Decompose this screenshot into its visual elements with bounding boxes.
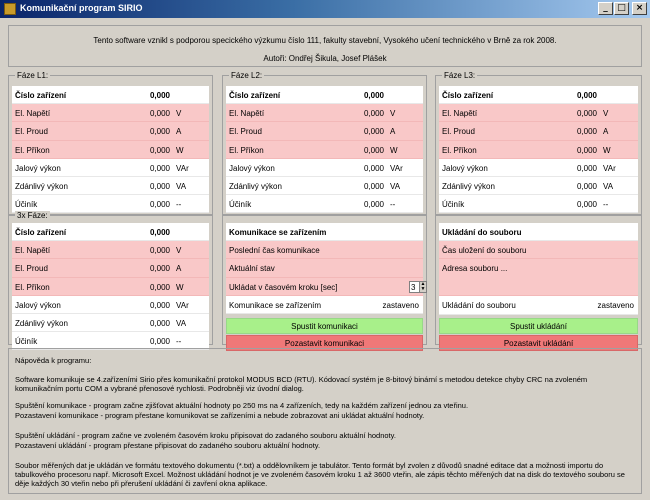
row-value: 0,000	[576, 109, 597, 119]
reactive-power-row	[226, 159, 423, 177]
authors-text: Autoři: Ondřej Šikula, Josef Plášek	[263, 54, 387, 63]
row-label: El. Napětí	[442, 109, 478, 119]
phase-l3-legend: Fáze L3:	[444, 71, 476, 80]
row-label: Zdánlivý výkon	[15, 318, 68, 328]
row-value: 0,000	[363, 127, 384, 137]
row-unit: V	[176, 109, 182, 119]
row-value: 0,000	[576, 127, 597, 137]
row-value: 0,000	[149, 163, 170, 173]
row-unit: W	[390, 145, 398, 155]
voltage-row	[226, 104, 423, 122]
save-time-label: Čas uložení do souboru	[442, 246, 527, 256]
comm-status-label: Komunikace se zařízením	[229, 300, 322, 310]
apparent-power-row	[12, 314, 209, 332]
row-value: 0,000	[149, 228, 170, 237]
row-label: El. Příkon	[15, 145, 50, 155]
current-row	[12, 122, 209, 140]
row-value: 0,000	[576, 181, 597, 191]
row-label: Číslo zařízení	[15, 228, 67, 237]
row-label: El. Příkon	[442, 145, 477, 155]
voltage-row	[439, 104, 638, 122]
row-value: 0,000	[149, 181, 170, 191]
client-area	[3, 20, 647, 497]
stop-communication-button[interactable]: Pozastavit komunikaci	[226, 335, 423, 351]
row-label: El. Proud	[442, 127, 475, 137]
row-label: Číslo zařízení	[442, 91, 494, 100]
help-paragraph: Spuštění ukládání - program začne ve zvoleném časovém kroku připisovat do zadaného souboru aktuální hodnoty.	[15, 431, 396, 440]
row-unit: VA	[176, 318, 187, 328]
row-value: 0,000	[363, 200, 384, 210]
row-label: El. Příkon	[229, 145, 264, 155]
row-unit: VAr	[176, 163, 189, 173]
save-step-stepper[interactable]	[409, 281, 427, 293]
row-value: 0,000	[363, 163, 384, 173]
row-label: El. Proud	[15, 127, 48, 137]
row-unit: --	[176, 200, 182, 210]
help-paragraph: Pozastavení ukládání - program přestane připisovat do zadaného souboru aktuální hodnoty.	[15, 441, 321, 450]
help-paragraph: Software komunikuje se 4.zařízeními Sirio přes komunikační protokol MODUS BCD (RTU). Kódovací systém je 8-bitový binární s metodou detekce chyby CRC na zvoleném komunikačním portu COM a vybrané přenosové rychlosti. Podrobněji viz úvodní dialog.	[15, 375, 588, 393]
save-file-panel	[435, 215, 642, 348]
power-row	[226, 141, 423, 159]
power-row	[12, 141, 209, 159]
row-value: 0,000	[149, 200, 170, 210]
row-unit: V	[176, 246, 182, 256]
row-unit: --	[176, 337, 182, 347]
row-unit: A	[603, 127, 609, 137]
row-label: Účiník	[229, 200, 252, 210]
device-number-row	[12, 86, 209, 104]
row-label: Zdánlivý výkon	[442, 181, 495, 191]
row-value: 0,000	[149, 127, 170, 137]
last-comm-time-row	[226, 241, 423, 259]
row-unit: A	[176, 127, 182, 137]
row-unit: W	[603, 145, 611, 155]
device-number-row	[439, 86, 638, 104]
row-value: 0,000	[149, 145, 170, 155]
start-saving-button[interactable]: Spustit ukládání	[439, 318, 638, 334]
row-value: 0,000	[576, 91, 597, 100]
reactive-power-row	[12, 159, 209, 177]
row-value: 0,000	[149, 109, 170, 119]
intro-panel	[8, 25, 642, 67]
window-title: Komunikační program SIRIO	[20, 3, 143, 13]
save-step-value: 3	[411, 282, 416, 292]
row-value: 0,000	[149, 91, 170, 100]
row-label: Zdánlivý výkon	[229, 181, 282, 191]
current-state-row	[226, 259, 423, 277]
row-unit: W	[176, 282, 184, 292]
save-step-row	[226, 278, 426, 296]
reactive-power-row	[12, 296, 209, 314]
row-label: Účiník	[442, 200, 465, 210]
title-bar[interactable]	[0, 0, 650, 18]
row-value: 0,000	[149, 282, 170, 292]
row-unit: VAr	[390, 163, 403, 173]
reactive-power-row	[439, 159, 638, 177]
comm-status-value: zastaveno	[382, 300, 419, 310]
row-unit: A	[390, 127, 396, 137]
save-file-header	[439, 223, 638, 241]
minimize-button[interactable]: _	[598, 2, 613, 15]
row-label: El. Napětí	[15, 246, 51, 256]
power-row	[439, 141, 638, 159]
save-file-title: Ukládání do souboru	[442, 228, 522, 237]
stop-saving-button[interactable]: Pozastavit ukládání	[439, 335, 638, 351]
row-label: Jalový výkon	[442, 163, 488, 173]
row-label: El. Proud	[15, 264, 48, 274]
apparent-power-row	[226, 177, 423, 195]
current-state-label: Aktuální stav	[229, 264, 275, 274]
row-label: El. Napětí	[15, 109, 51, 119]
help-paragraph: Spuštění komunikace - program začne zjišťovat aktuální hodnoty po 250 ms na 4 zařízeních, tedy na každém zařízení jednou za vteřinu.	[15, 401, 469, 410]
power-factor-row	[439, 195, 638, 213]
communication-header	[226, 223, 423, 241]
device-number-row	[226, 86, 423, 104]
power-row	[12, 278, 209, 296]
row-value: 0,000	[576, 200, 597, 210]
save-status-value: zastaveno	[597, 301, 634, 311]
apparent-power-row	[12, 177, 209, 195]
save-step-label: Ukládat v časovém kroku [sec]	[229, 282, 338, 292]
row-label: Zdánlivý výkon	[15, 181, 68, 191]
help-paragraph: Pozastavení komunikace - program přestane komunikovat se zařízeními a nebude zobrazovat ani ukládat aktuální hodnoty.	[15, 411, 425, 420]
row-unit: V	[603, 109, 609, 119]
row-value: 0,000	[363, 181, 384, 191]
voltage-row	[12, 104, 209, 122]
save-status-row	[439, 296, 638, 314]
current-row	[226, 122, 423, 140]
row-label: Číslo zařízení	[15, 91, 67, 100]
phase-l2-panel	[222, 71, 427, 215]
row-unit: A	[176, 264, 182, 274]
row-unit: VAr	[176, 300, 189, 310]
row-unit: VA	[603, 181, 614, 191]
row-label: El. Proud	[229, 127, 262, 137]
row-value: 0,000	[363, 145, 384, 155]
last-comm-time-label: Poslední čas komunikace	[229, 246, 320, 256]
three-phase-panel	[8, 211, 213, 347]
power-factor-row	[226, 195, 423, 213]
row-label: Jalový výkon	[15, 300, 61, 310]
row-unit: VA	[176, 181, 187, 191]
row-label: Účiník	[15, 337, 38, 347]
row-value: 0,000	[149, 300, 170, 310]
row-label: Jalový výkon	[229, 163, 275, 173]
help-paragraph: Soubor měřených dat je ukládán ve formátu textového dokumentu (*.txt) a oddělovníkem je tabulátor. Tento formát byl zvolen z důvodů snadné editace dat a možnosti importu do tabulkového procesoru např. Microsoft Excel. Možnost ukládání hodnot je ve zvoleném časovém kroku 1 až 3600 vteřin, ale zápis těchto měřených dat na disk do textového souboru se děje každých 30 vteřin nebo při přerušení ukládání či zavření okna aplikace.	[15, 461, 625, 488]
current-row	[439, 122, 638, 140]
help-panel	[8, 348, 642, 494]
row-value: 0,000	[149, 337, 170, 347]
file-address-row[interactable]	[439, 259, 638, 296]
row-unit: V	[390, 109, 396, 119]
row-unit: --	[603, 200, 609, 210]
apparent-power-row	[439, 177, 638, 195]
help-title: Nápověda k programu:	[15, 356, 92, 365]
row-unit: VAr	[603, 163, 616, 173]
file-address-label: Adresa souboru ...	[442, 264, 508, 274]
row-unit: --	[390, 200, 396, 210]
row-unit: VA	[390, 181, 401, 191]
row-value: 0,000	[149, 246, 170, 256]
row-value: 0,000	[363, 91, 384, 100]
row-label: Účiník	[15, 200, 38, 210]
row-value: 0,000	[149, 264, 170, 274]
save-time-row	[439, 241, 638, 259]
phase-l2-legend: Fáze L2:	[231, 71, 263, 80]
comm-status-row	[226, 296, 423, 314]
maximize-button[interactable]: □	[614, 2, 629, 15]
row-label: El. Příkon	[15, 282, 50, 292]
three-phase-legend: 3x Fáze:	[17, 211, 48, 220]
row-label: Jalový výkon	[15, 163, 61, 173]
row-value: 0,000	[149, 318, 170, 328]
row-label: Číslo zařízení	[229, 91, 281, 100]
start-communication-button[interactable]: Spustit komunikaci	[226, 318, 423, 334]
row-unit: W	[176, 145, 184, 155]
communication-title: Komunikace se zařízením	[229, 228, 327, 237]
phase-l1-panel	[8, 71, 213, 215]
row-value: 0,000	[363, 109, 384, 119]
save-status-label: Ukládání do souboru	[442, 301, 516, 311]
device-number-row	[12, 223, 209, 241]
phase-l3-panel	[435, 71, 642, 215]
row-label: El. Napětí	[229, 109, 265, 119]
row-value: 0,000	[576, 145, 597, 155]
communication-panel	[222, 215, 427, 348]
close-button[interactable]: ×	[632, 2, 647, 15]
intro-text: Tento software vznikl s podporou specického výzkumu číslo 111, fakulty stavební, Vysokého učení technického v Brně za rok 2008.	[93, 36, 557, 45]
voltage-row	[12, 241, 209, 259]
row-value: 0,000	[576, 163, 597, 173]
phase-l1-legend: Fáze L1:	[17, 71, 49, 80]
stepper-arrows-icon[interactable]: ▲ ▼	[420, 280, 426, 292]
app-icon	[4, 3, 16, 15]
current-row	[12, 259, 209, 277]
